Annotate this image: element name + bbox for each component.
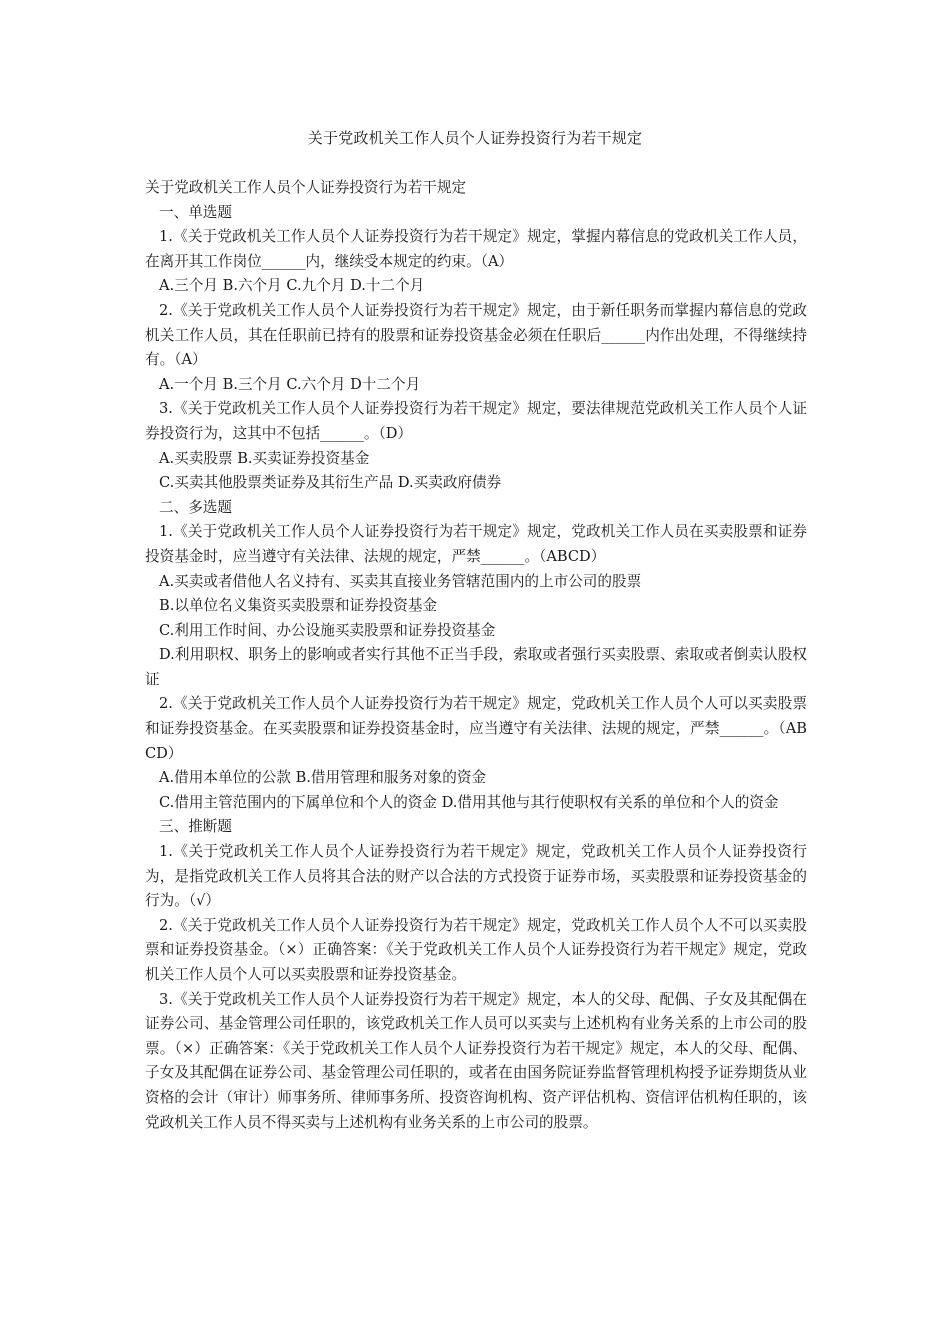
paragraph: 关于党政机关工作人员个人证券投资行为若干规定	[145, 179, 467, 196]
paragraph: 二、多选题	[159, 498, 232, 516]
paragraph: A.买卖股票 B.买卖证券投资基金	[159, 449, 370, 467]
paragraph: 2.《关于党政机关工作人员个人证券投资行为若干规定》规定，由于新任职务而掌握内幕信息的党政机关工作人员，其在任职前已持有的股票和证券投资基金必须在任职后______内作出处理，不得继续持有。（A）	[145, 301, 807, 369]
paragraph: 3.《关于党政机关工作人员个人证券投资行为若干规定》规定，本人的父母、配偶、子女及其配偶在证券公司、基金管理公司任职的，该党政机关工作人员可以买卖与上述机构有业务关系的上市公司的股票。（×）正确答案：《关于党政机关工作人员个人证券投资行为若干规定》规定，本人的父母、配偶、子女及其配偶在证券公司、基金管理公司任职的，或者在由国务院证券监督管理机构授予证券期货从业资格的会计（审计）师事务所、律师事务所、投资咨询机构、资产评估机构、资信评估机构任职的，该党政机关工作人员不得买卖与上述机构有业务关系的上市公司的股票。	[145, 990, 807, 1131]
paragraph: B.以单位名义集资买卖股票和证券投资基金	[159, 597, 438, 615]
paragraph: 1.《关于党政机关工作人员个人证券投资行为若干规定》规定，党政机关工作人员个人证券投资行为，是指党政机关工作人员将其合法的财产以合法的方式投资于证券市场，买卖股票和证券投资基金的行为。（√）	[145, 843, 807, 910]
paragraph: A.借用本单位的公款 B.借用管理和服务对象的资金	[159, 769, 487, 787]
paragraph: C.买卖其他股票类证券及其衍生产品 D.买卖政府债券	[159, 474, 502, 492]
paragraph: D.利用职权、职务上的影响或者实行其他不正当手段，索取或者强行买卖股票、索取或者倒卖认股权证	[145, 646, 807, 688]
paragraph: 1.《关于党政机关工作人员个人证券投资行为若干规定》规定，党政机关工作人员在买卖股票和证券投资基金时，应当遵守有关法律、法规的规定，严禁______。（ABCD）	[145, 523, 807, 565]
paragraph: 1.《关于党政机关工作人员个人证券投资行为若干规定》规定，掌握内幕信息的党政机关工作人员，在离开其工作岗位______内，继续受本规定的约束。（A）	[145, 228, 807, 270]
paragraph: 一、单选题	[159, 203, 232, 221]
paragraph: C.利用工作时间、办公设施买卖股票和证券投资基金	[159, 621, 496, 639]
paragraph: 三、推断题	[159, 818, 232, 836]
document-body	[145, 176, 807, 1135]
paragraph: A.买卖或者借他人名义持有、买卖其直接业务管辖范围内的上市公司的股票	[159, 572, 642, 590]
page-title: 关于党政机关工作人员个人证券投资行为若干规定	[307, 129, 643, 147]
paragraph: 2.《关于党政机关工作人员个人证券投资行为若干规定》规定，党政机关工作人员个人可以买卖股票和证券投资基金。在买卖股票和证券投资基金时，应当遵守有关法律、法规的规定，严禁______。（ABCD）	[145, 695, 807, 762]
paragraph: C.借用主管范围内的下属单位和个人的资金 D.借用其他与其行使职权有关系的单位和个人的资金	[159, 793, 779, 811]
paragraph: A.一个月 B.三个月 C.六个月 D十二个月	[159, 375, 421, 393]
paragraph: 2.《关于党政机关工作人员个人证券投资行为若干规定》规定，党政机关工作人员个人不可以买卖股票和证券投资基金。（×）正确答案：《关于党政机关工作人员个人证券投资行为若干规定》规定，党政机关工作人员个人可以买卖股票和证券投资基金。	[145, 916, 807, 983]
paragraph: A.三个月 B.六个月 C.九个月 D.十二个月	[159, 277, 425, 295]
paragraph: 3.《关于党政机关工作人员个人证券投资行为若干规定》规定，要法律规范党政机关工作人员个人证券投资行为，这其中不包括______。（D）	[145, 400, 807, 442]
